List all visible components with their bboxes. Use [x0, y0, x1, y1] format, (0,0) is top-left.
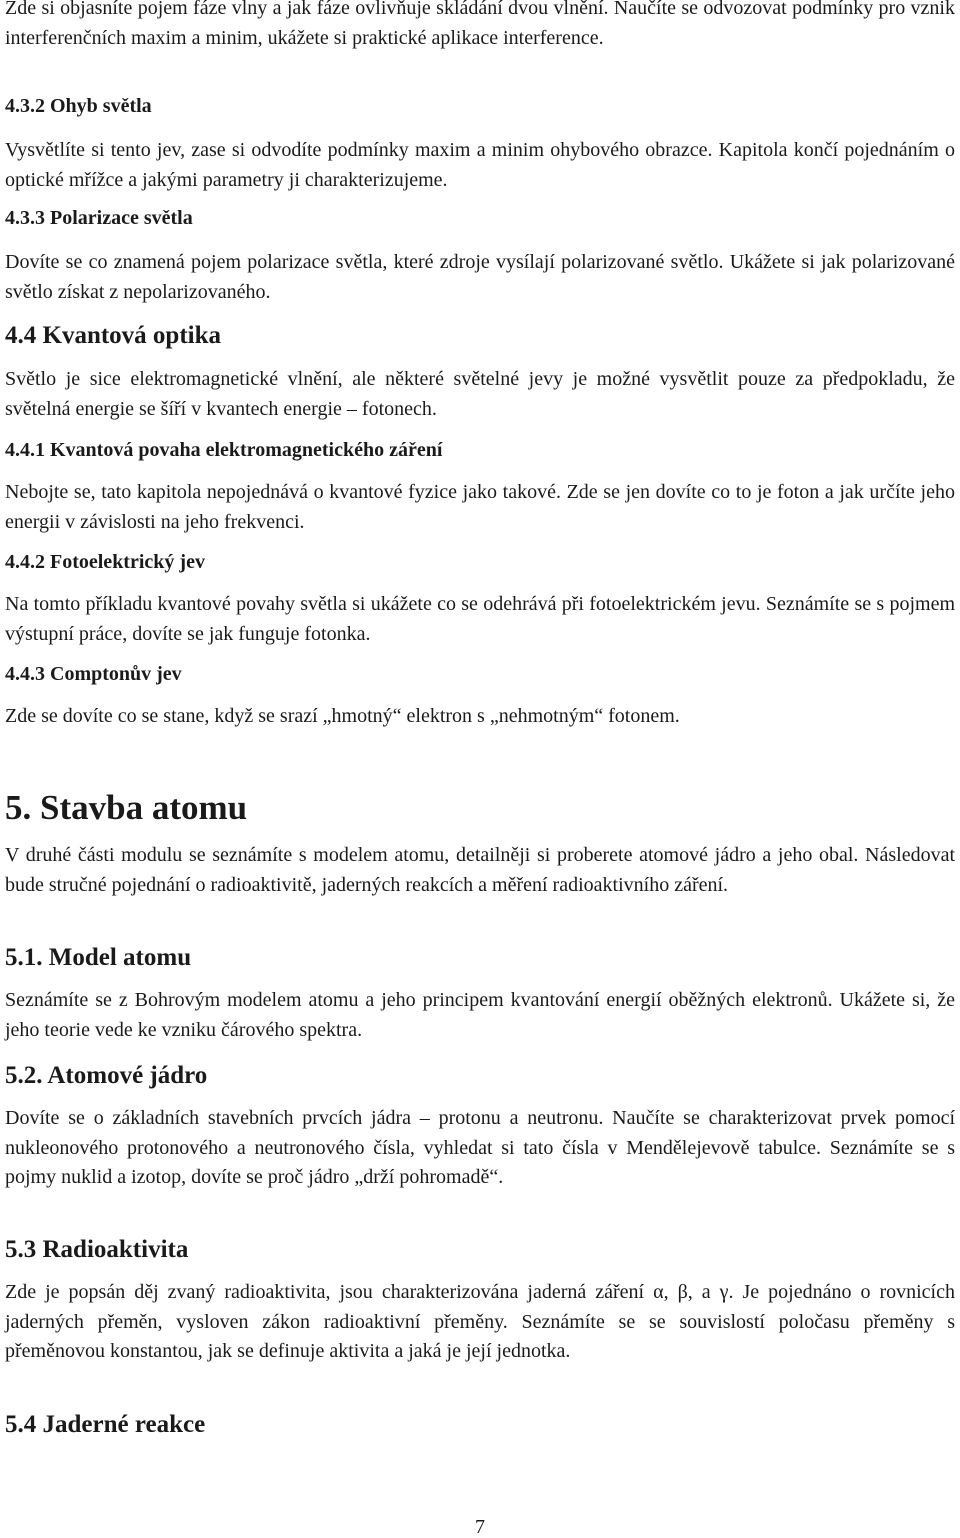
heading-4-3-2: 4.3.2 Ohyb světla [5, 95, 152, 117]
paragraph-4-4-3: Zde se dovíte co se stane, když se srazí „hmotný“ elektron s „nehmotným“ fotonem. [5, 705, 680, 727]
paragraph-4-4-1: Nebojte se, tato kapitola nepojednává o kvantové fyzice jako takové. Zde se jen dovíte co to je foton a jak určíte jeho energii v závislosti na jeho frekvenci. [5, 481, 955, 533]
paragraph-4-3-3: Dovíte se co znamená pojem polarizace světla, které zdroje vysílají polarizované světlo. Ukážete si jak polarizované světlo získat z nepolarizovaného. [5, 251, 955, 303]
heading-4-4-2: 4.4.2 Fotoelektrický jev [5, 551, 205, 573]
heading-5-3: 5.3 Radioaktivita [5, 1236, 189, 1263]
paragraph-4-4-2: Na tomto příkladu kvantové povahy světla si ukážete co se odehrává při fotoelektrickém jevu. Seznámíte se s pojmem výstupní práce, dovíte se jak funguje fotonka. [5, 593, 955, 645]
heading-5-2: 5.2. Atomové jádro [5, 1062, 208, 1089]
chapter-heading-5: 5. Stavba atomu [5, 788, 248, 827]
paragraph-phase-intro: Zde si objasníte pojem fáze vlny a jak fáze ovlivňuje skládání dvou vlnění. Naučíte se odvozovat podmínky pro vznik interferenčních maxim a minim, ukážete si praktické aplikace interference. [5, 0, 955, 49]
paragraph-4-3-2: Vysvětlíte si tento jev, zase si odvodíte podmínky maxim a minim ohybového obrazce. Kapitola končí pojednáním o optické mřížce a jakými parametry ji charakterizujeme. [5, 139, 955, 191]
paragraph-4-4: Světlo je sice elektromagnetické vlnění, ale některé světelné jevy je možné vysvětlit pouze za předpokladu, že světelná energie se šíří v kvantech energie – fotonech. [5, 368, 955, 420]
heading-4-4-3: 4.4.3 Comptonův jev [5, 663, 182, 685]
paragraph-5: V druhé části modulu se seznámíte s modelem atomu, detailněji si proberete atomové jádro a jeho obal. Následovat bude stručné pojednání o radioaktivitě, jaderných reakcích a měření radioaktivního záření. [5, 844, 955, 896]
heading-4-4-1: 4.4.1 Kvantová povaha elektromagnetického záření [5, 439, 443, 461]
heading-4-4: 4.4 Kvantová optika [5, 322, 222, 349]
paragraph-5-3: Zde je popsán děj zvaný radioaktivita, jsou charakterizována jaderná záření α, β, a γ. Je pojednáno o rovnicích jaderných přeměn, vysloven zákon radioaktivní přeměny. Seznámíte se se souvislostí poločasu přeměny s přeměnovou konstantou, jak se definuje aktivita a jaká je její jednotka. [5, 1281, 955, 1362]
paragraph-5-2: Dovíte se o základních stavebních prvcích jádra – protonu a neutronu. Naučíte se charakterizovat prvek pomocí nukleonového protonového a neutronového čísla, vyhledat si tato čísla v Mendělejevově tabulce. Seznámíte se s pojmy nuklid a izotop, dovíte se proč jádro „drží pohromadě“. [5, 1107, 955, 1188]
heading-5-1: 5.1. Model atomu [5, 944, 192, 971]
heading-5-4: 5.4 Jaderné reakce [5, 1411, 206, 1438]
heading-4-3-3: 4.3.3 Polarizace světla [5, 207, 193, 229]
page-number: 7 [475, 1516, 485, 1538]
paragraph-5-1: Seznámíte se z Bohrovým modelem atomu a jeho principem kvantování energií oběžných elektronů. Ukážete si, že jeho teorie vede ke vzniku čárového spektra. [5, 989, 955, 1041]
